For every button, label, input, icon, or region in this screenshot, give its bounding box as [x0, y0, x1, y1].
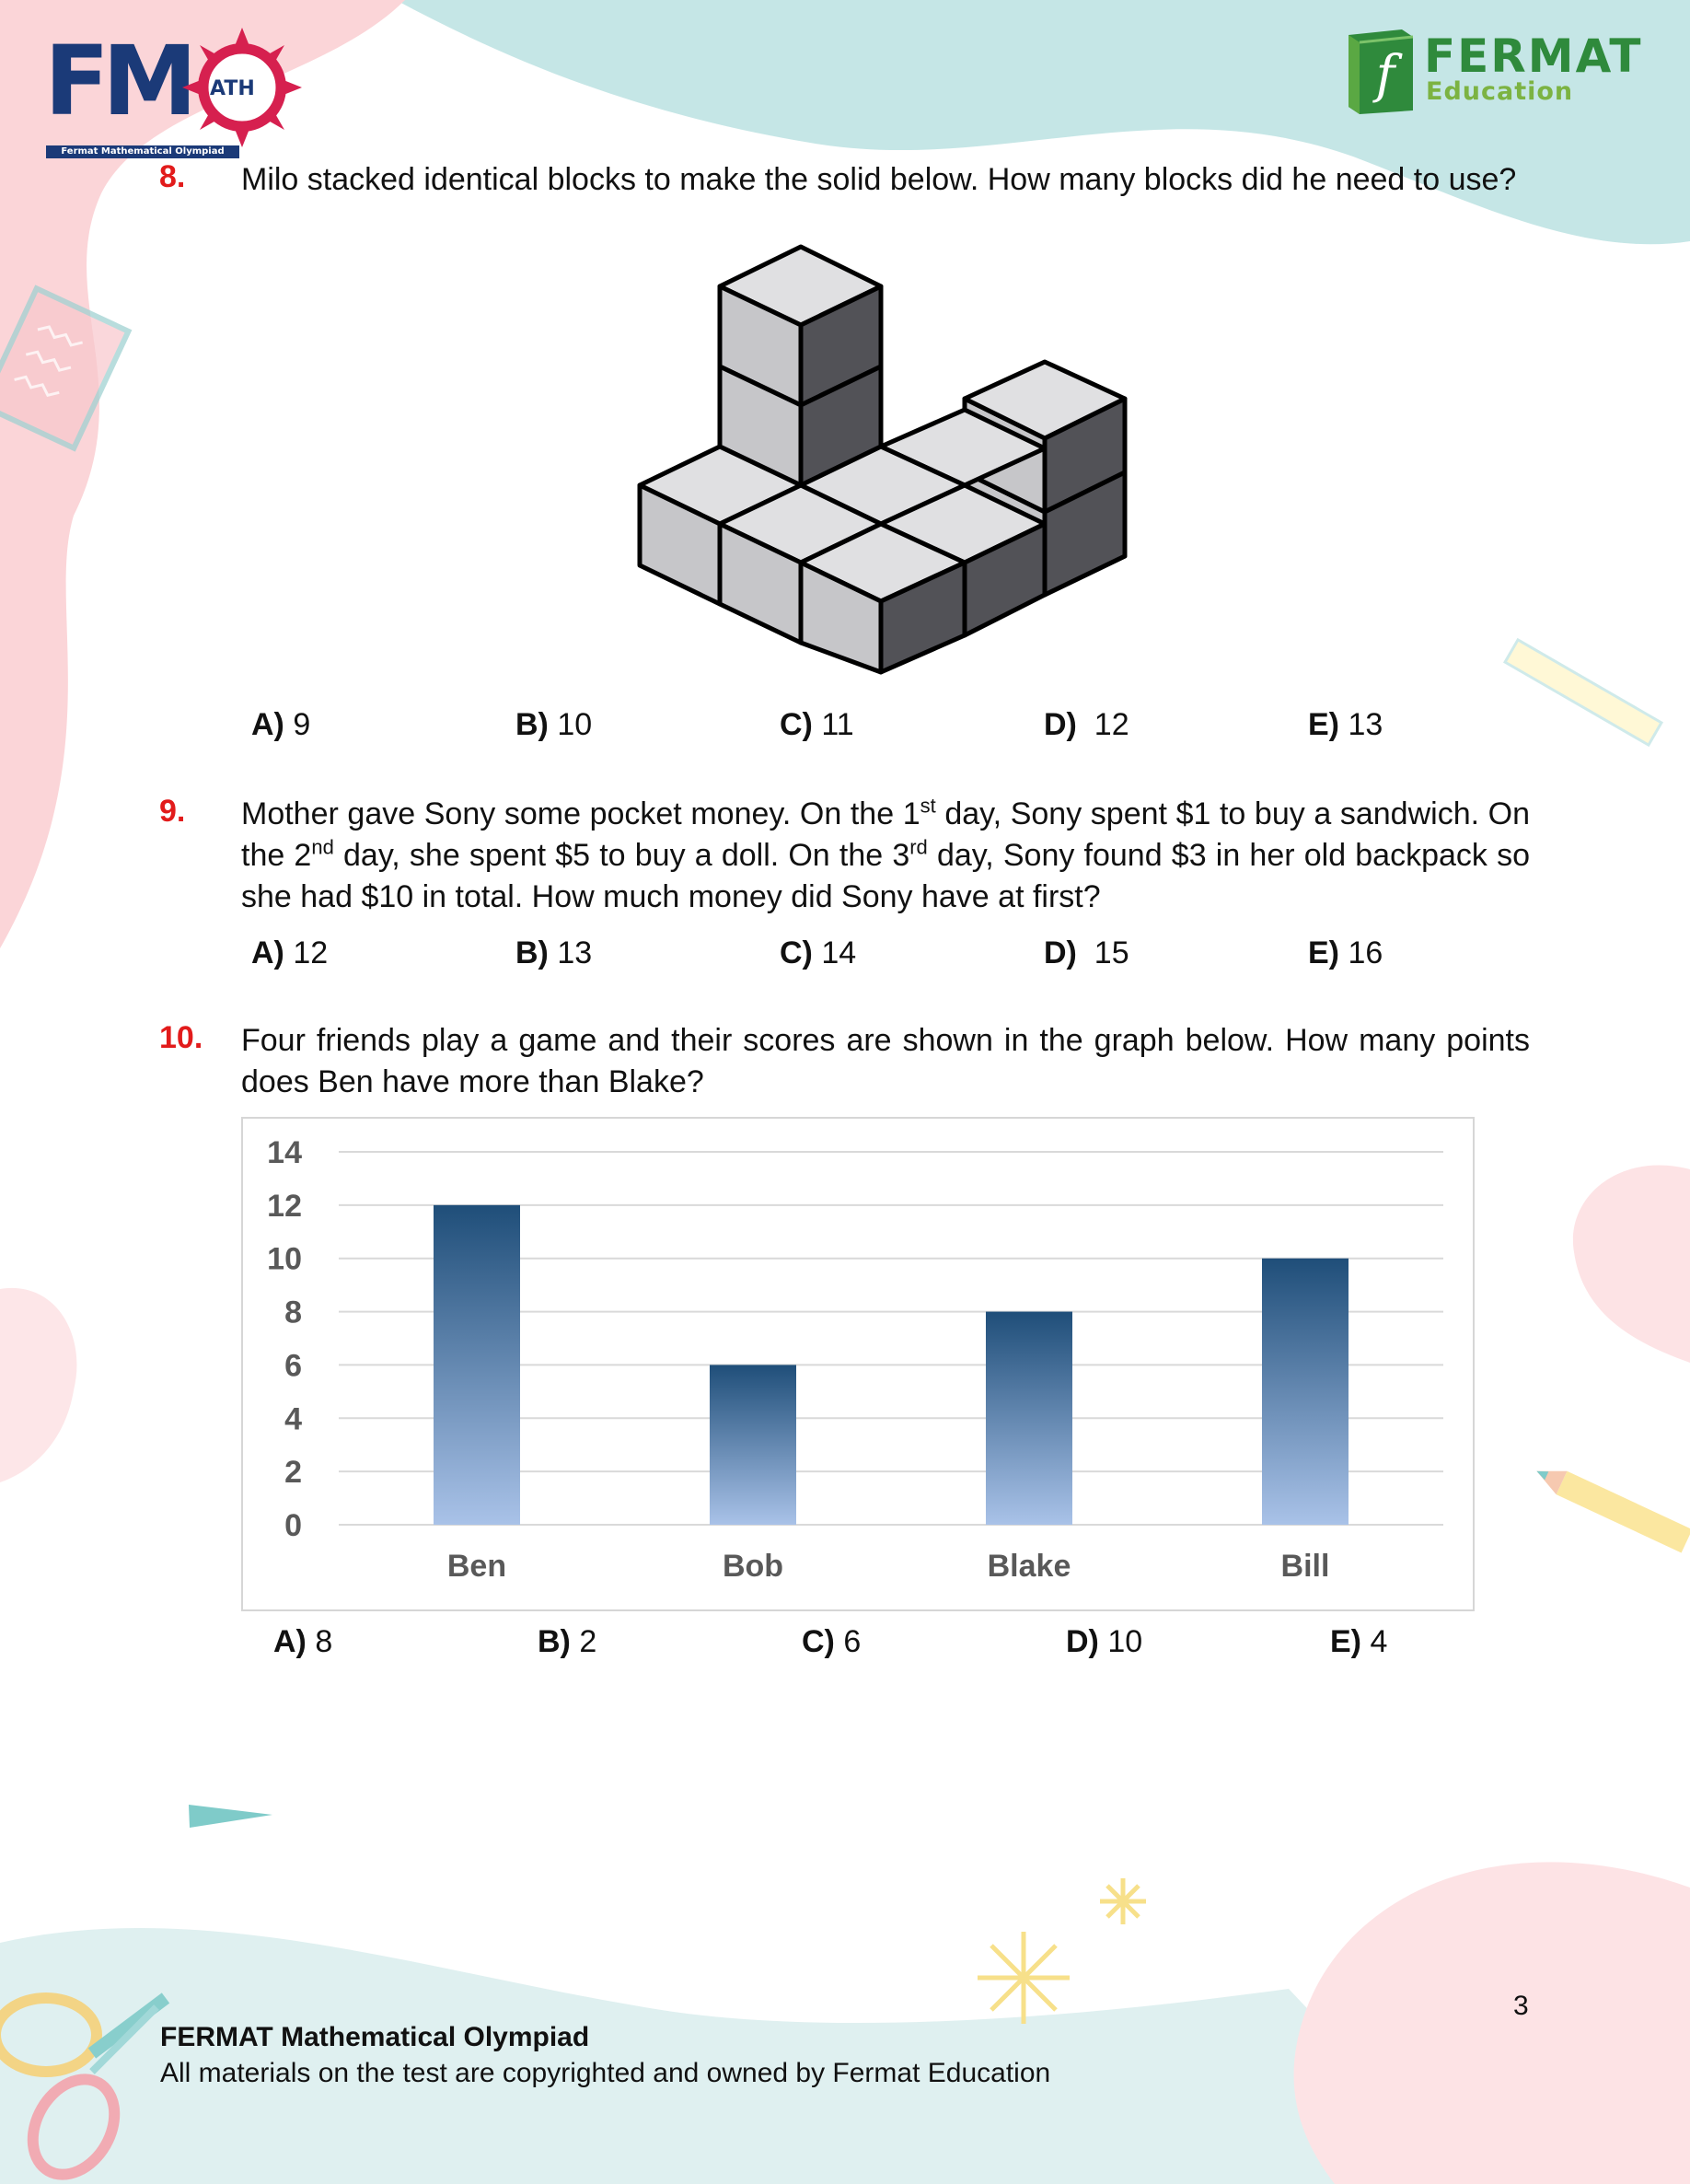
stacked-blocks-figure — [626, 241, 1141, 683]
y-tick-label: 14 — [267, 1135, 302, 1170]
question-10-number: 10. — [159, 1020, 203, 1055]
question-text: Milo stacked identical blocks to make the solid below. How many blocks did he need to use? — [241, 162, 1517, 197]
option-e[interactable]: E) 13 — [1308, 707, 1383, 742]
chart-svg — [243, 1119, 1473, 1609]
y-tick-label: 2 — [284, 1455, 302, 1491]
footer-title: FERMAT Mathematical Olympiad — [160, 2022, 590, 2052]
option-b[interactable]: B) 2 — [538, 1624, 597, 1659]
option-b[interactable]: B) 13 — [515, 935, 593, 970]
teal-blob-bottom — [0, 1928, 1473, 2184]
x-category-label: Bob — [722, 1549, 784, 1584]
bar-bill — [1262, 1259, 1349, 1525]
question-9-text: Mother gave Sony some pocket money. On the 1st day, Sony spent $1 to buy a sandwich. On the 2nd day, she spent $5 to buy a doll. On the 3rd day, Sony found $3 in her old backpack so she had $10 in total. How much money did Sony have at first? — [241, 794, 1530, 914]
question-9-options — [251, 935, 1448, 976]
bar-ben — [434, 1205, 520, 1525]
option-c[interactable]: C) 14 — [780, 935, 857, 970]
score-bar-chart — [241, 1117, 1475, 1611]
sparkle-doodle — [978, 1878, 1146, 2024]
fm-logo-letters: FM — [44, 25, 191, 137]
option-d[interactable]: D) 12 — [1044, 707, 1129, 742]
y-tick-label: 10 — [267, 1241, 302, 1277]
option-d[interactable]: D) 15 — [1044, 935, 1129, 970]
option-a[interactable]: A) 8 — [273, 1624, 333, 1659]
y-tick-label: 0 — [284, 1508, 302, 1543]
x-category-label: Bill — [1280, 1549, 1330, 1584]
question-8 — [0, 0, 1690, 755]
bar-bob — [710, 1365, 796, 1525]
fermat-brand: FERMAT — [1424, 29, 1643, 83]
question-number: 8. — [159, 159, 186, 194]
fm-logo-banner: Fermat Mathematical Olympiad — [46, 145, 239, 158]
pencil-doodle — [1531, 1459, 1690, 1552]
option-a[interactable]: A) 9 — [251, 707, 311, 742]
pink-blob-bottom-right — [1294, 1862, 1690, 2184]
option-a[interactable]: A) 12 — [251, 935, 329, 970]
question-10-text: Four friends play a game and their scores are shown in the graph below. How many points does Ben have more than Blake? — [241, 1023, 1530, 1099]
question-10-options — [273, 1624, 1470, 1665]
svg-text:f: f — [1375, 45, 1395, 105]
page-number: 3 — [1513, 1991, 1529, 2021]
question-9-number: 9. — [159, 794, 186, 829]
y-tick-label: 4 — [284, 1401, 302, 1437]
teal-triangle — [189, 1805, 272, 1828]
option-e[interactable]: E) 4 — [1330, 1624, 1388, 1659]
answer-options — [251, 707, 1448, 748]
pink-blob-right — [1573, 1166, 1690, 1363]
option-c[interactable]: C) 6 — [802, 1624, 862, 1659]
footer-copyright: All materials on the test are copyrighted and owned by Fermat Education — [160, 2058, 1051, 2088]
option-e[interactable]: E) 16 — [1308, 935, 1383, 970]
fm-logo-ath: ATH — [210, 77, 255, 100]
x-category-label: Ben — [446, 1549, 507, 1584]
y-tick-label: 8 — [284, 1295, 302, 1330]
option-b[interactable]: B) 10 — [515, 707, 593, 742]
y-tick-label: 6 — [284, 1348, 302, 1384]
pink-blob-left-mid — [0, 1288, 76, 1482]
fermat-sub: Education — [1426, 77, 1574, 106]
option-d[interactable]: D) 10 — [1066, 1624, 1143, 1659]
bar-blake — [986, 1312, 1072, 1525]
option-c[interactable]: C) 11 — [780, 707, 854, 742]
x-category-label: Blake — [987, 1549, 1071, 1584]
y-tick-label: 12 — [267, 1188, 302, 1224]
